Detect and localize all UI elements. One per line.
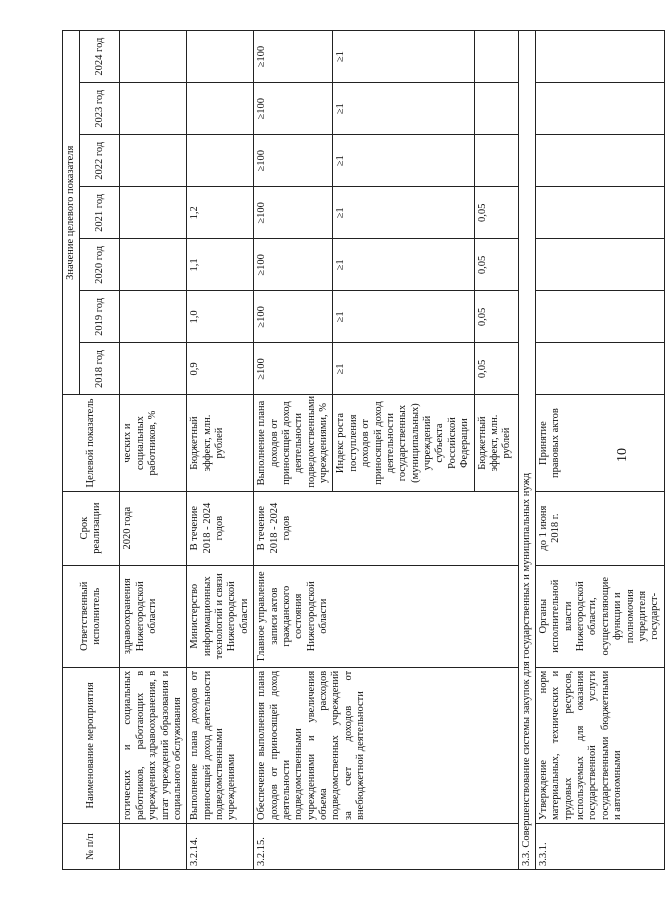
row-value — [535, 83, 664, 135]
row-value — [535, 343, 664, 395]
row-value — [474, 31, 518, 83]
row-value — [120, 343, 187, 395]
row-value — [120, 31, 187, 83]
col-header-term: Срок реализации — [63, 491, 120, 565]
row-value: ≥100 — [254, 291, 333, 343]
row-indicator: Бюджетный эффект, млн. рублей — [187, 395, 254, 491]
section-row — [518, 31, 535, 870]
col-header-num: № п/п — [63, 823, 120, 869]
table-row — [254, 31, 333, 870]
row-value: ≥1 — [333, 239, 474, 291]
row-exec: здравоохранения Нижегородской области — [120, 565, 187, 667]
row-value — [187, 83, 254, 135]
row-indicator: Индекс роста поступления доходов от приносящей доход деятельности государственных (муниципальных) учреждений субъекта Российской Федерации — [333, 395, 474, 491]
year-header: 2019 год — [80, 291, 120, 343]
row-value: 1,2 — [187, 187, 254, 239]
row-name: Выполнение плана доходов от приносящей доход деятельности подведомственными учреждениями — [187, 667, 254, 823]
row-value — [535, 239, 664, 291]
row-value: 0,05 — [474, 291, 518, 343]
row-value: ≥1 — [333, 343, 474, 395]
col-header-name: Наименование мероприятия — [63, 667, 120, 823]
row-value: ≥100 — [254, 83, 333, 135]
row-name: Обеспечение выполнения плана доходов от приносящей доход деятельности подведомственными учреждениями и увеличения объема расходов подведомственных учреждений за счет доходов от внебюджетной деятельности — [254, 667, 518, 823]
col-header-exec: Ответственный исполнитель — [63, 565, 120, 667]
row-value — [535, 135, 664, 187]
row-value: ≥100 — [254, 31, 333, 83]
row-value — [535, 291, 664, 343]
row-value — [474, 135, 518, 187]
row-num: 3.3.1. — [535, 823, 664, 869]
year-header: 2024 год — [80, 31, 120, 83]
page-number: 10 — [615, 448, 630, 462]
row-value: ≥100 — [254, 187, 333, 239]
year-header: 2018 год — [80, 343, 120, 395]
row-value — [187, 31, 254, 83]
row-term: В течение 2018 - 2024 годов — [187, 491, 254, 565]
row-num — [120, 823, 187, 869]
row-value — [120, 187, 187, 239]
row-num: 3.2.14. — [187, 823, 254, 869]
row-value — [535, 187, 664, 239]
row-value — [474, 83, 518, 135]
year-header: 2021 год — [80, 187, 120, 239]
row-value: 0,05 — [474, 343, 518, 395]
row-value: 0,05 — [474, 187, 518, 239]
row-value: 0,9 — [187, 343, 254, 395]
row-value: 1,1 — [187, 239, 254, 291]
row-value: ≥1 — [333, 83, 474, 135]
row-indicator: Выполнение плана доходов от приносящей доход деятельности подведомственными учреждениями, % — [254, 395, 333, 491]
row-name: Утверждение норм материальных, технических и трудовых ресурсов, используемых для оказания государственной услуги государственными бюджетными и автономными — [535, 667, 664, 823]
row-num: 3.2.15. — [254, 823, 518, 869]
row-value: 1,0 — [187, 291, 254, 343]
row-exec: Органы исполнительной власти Нижегородской области, осуществляющие функции и полномочия учредителя государст- — [535, 565, 664, 667]
row-value — [120, 83, 187, 135]
row-value: ≥100 — [254, 343, 333, 395]
row-exec: Министерство информационных технологий и связи Нижегородской области — [187, 565, 254, 667]
col-header-indicator: Целевой показатель — [63, 395, 120, 491]
row-term: В течение 2018 - 2024 годов — [254, 491, 518, 565]
year-header: 2020 год — [80, 239, 120, 291]
table-row — [120, 31, 187, 870]
row-name: гогических и социальных работников, работающих в учреждениях здравоохранения, в штат учреждений образования и социального обслуживания — [120, 667, 187, 823]
measures-table — [62, 30, 665, 870]
table-row — [187, 31, 254, 870]
row-value — [120, 135, 187, 187]
row-value: ≥1 — [333, 187, 474, 239]
row-value — [187, 135, 254, 187]
row-value: ≥100 — [254, 239, 333, 291]
row-value — [120, 291, 187, 343]
row-indicator: ческих и социальных работников, % — [120, 395, 187, 491]
table-row — [535, 31, 664, 870]
header-row-group — [63, 31, 80, 870]
row-value — [535, 31, 664, 83]
year-header: 2022 год — [80, 135, 120, 187]
row-value: ≥1 — [333, 291, 474, 343]
row-term: 2020 года — [120, 491, 187, 565]
year-header: 2023 год — [80, 83, 120, 135]
row-indicator: Бюджетный эффект, млн. рублей — [474, 395, 518, 491]
row-value: ≥1 — [333, 31, 474, 83]
row-term: до 1 июня 2018 г. — [535, 491, 664, 565]
row-value: ≥1 — [333, 135, 474, 187]
row-exec: Главное управление записи актов гражданского состояния Нижегородской области — [254, 565, 518, 667]
row-value: 0,05 — [474, 239, 518, 291]
col-header-target-value: Значение целевого показателя — [63, 31, 80, 396]
section-title: 3.3. Совершенствование системы закупок для государственных и муниципальных нужд — [518, 31, 535, 870]
row-indicator: Принятие правовых актов — [535, 395, 664, 491]
row-value — [120, 239, 187, 291]
row-value: ≥100 — [254, 135, 333, 187]
